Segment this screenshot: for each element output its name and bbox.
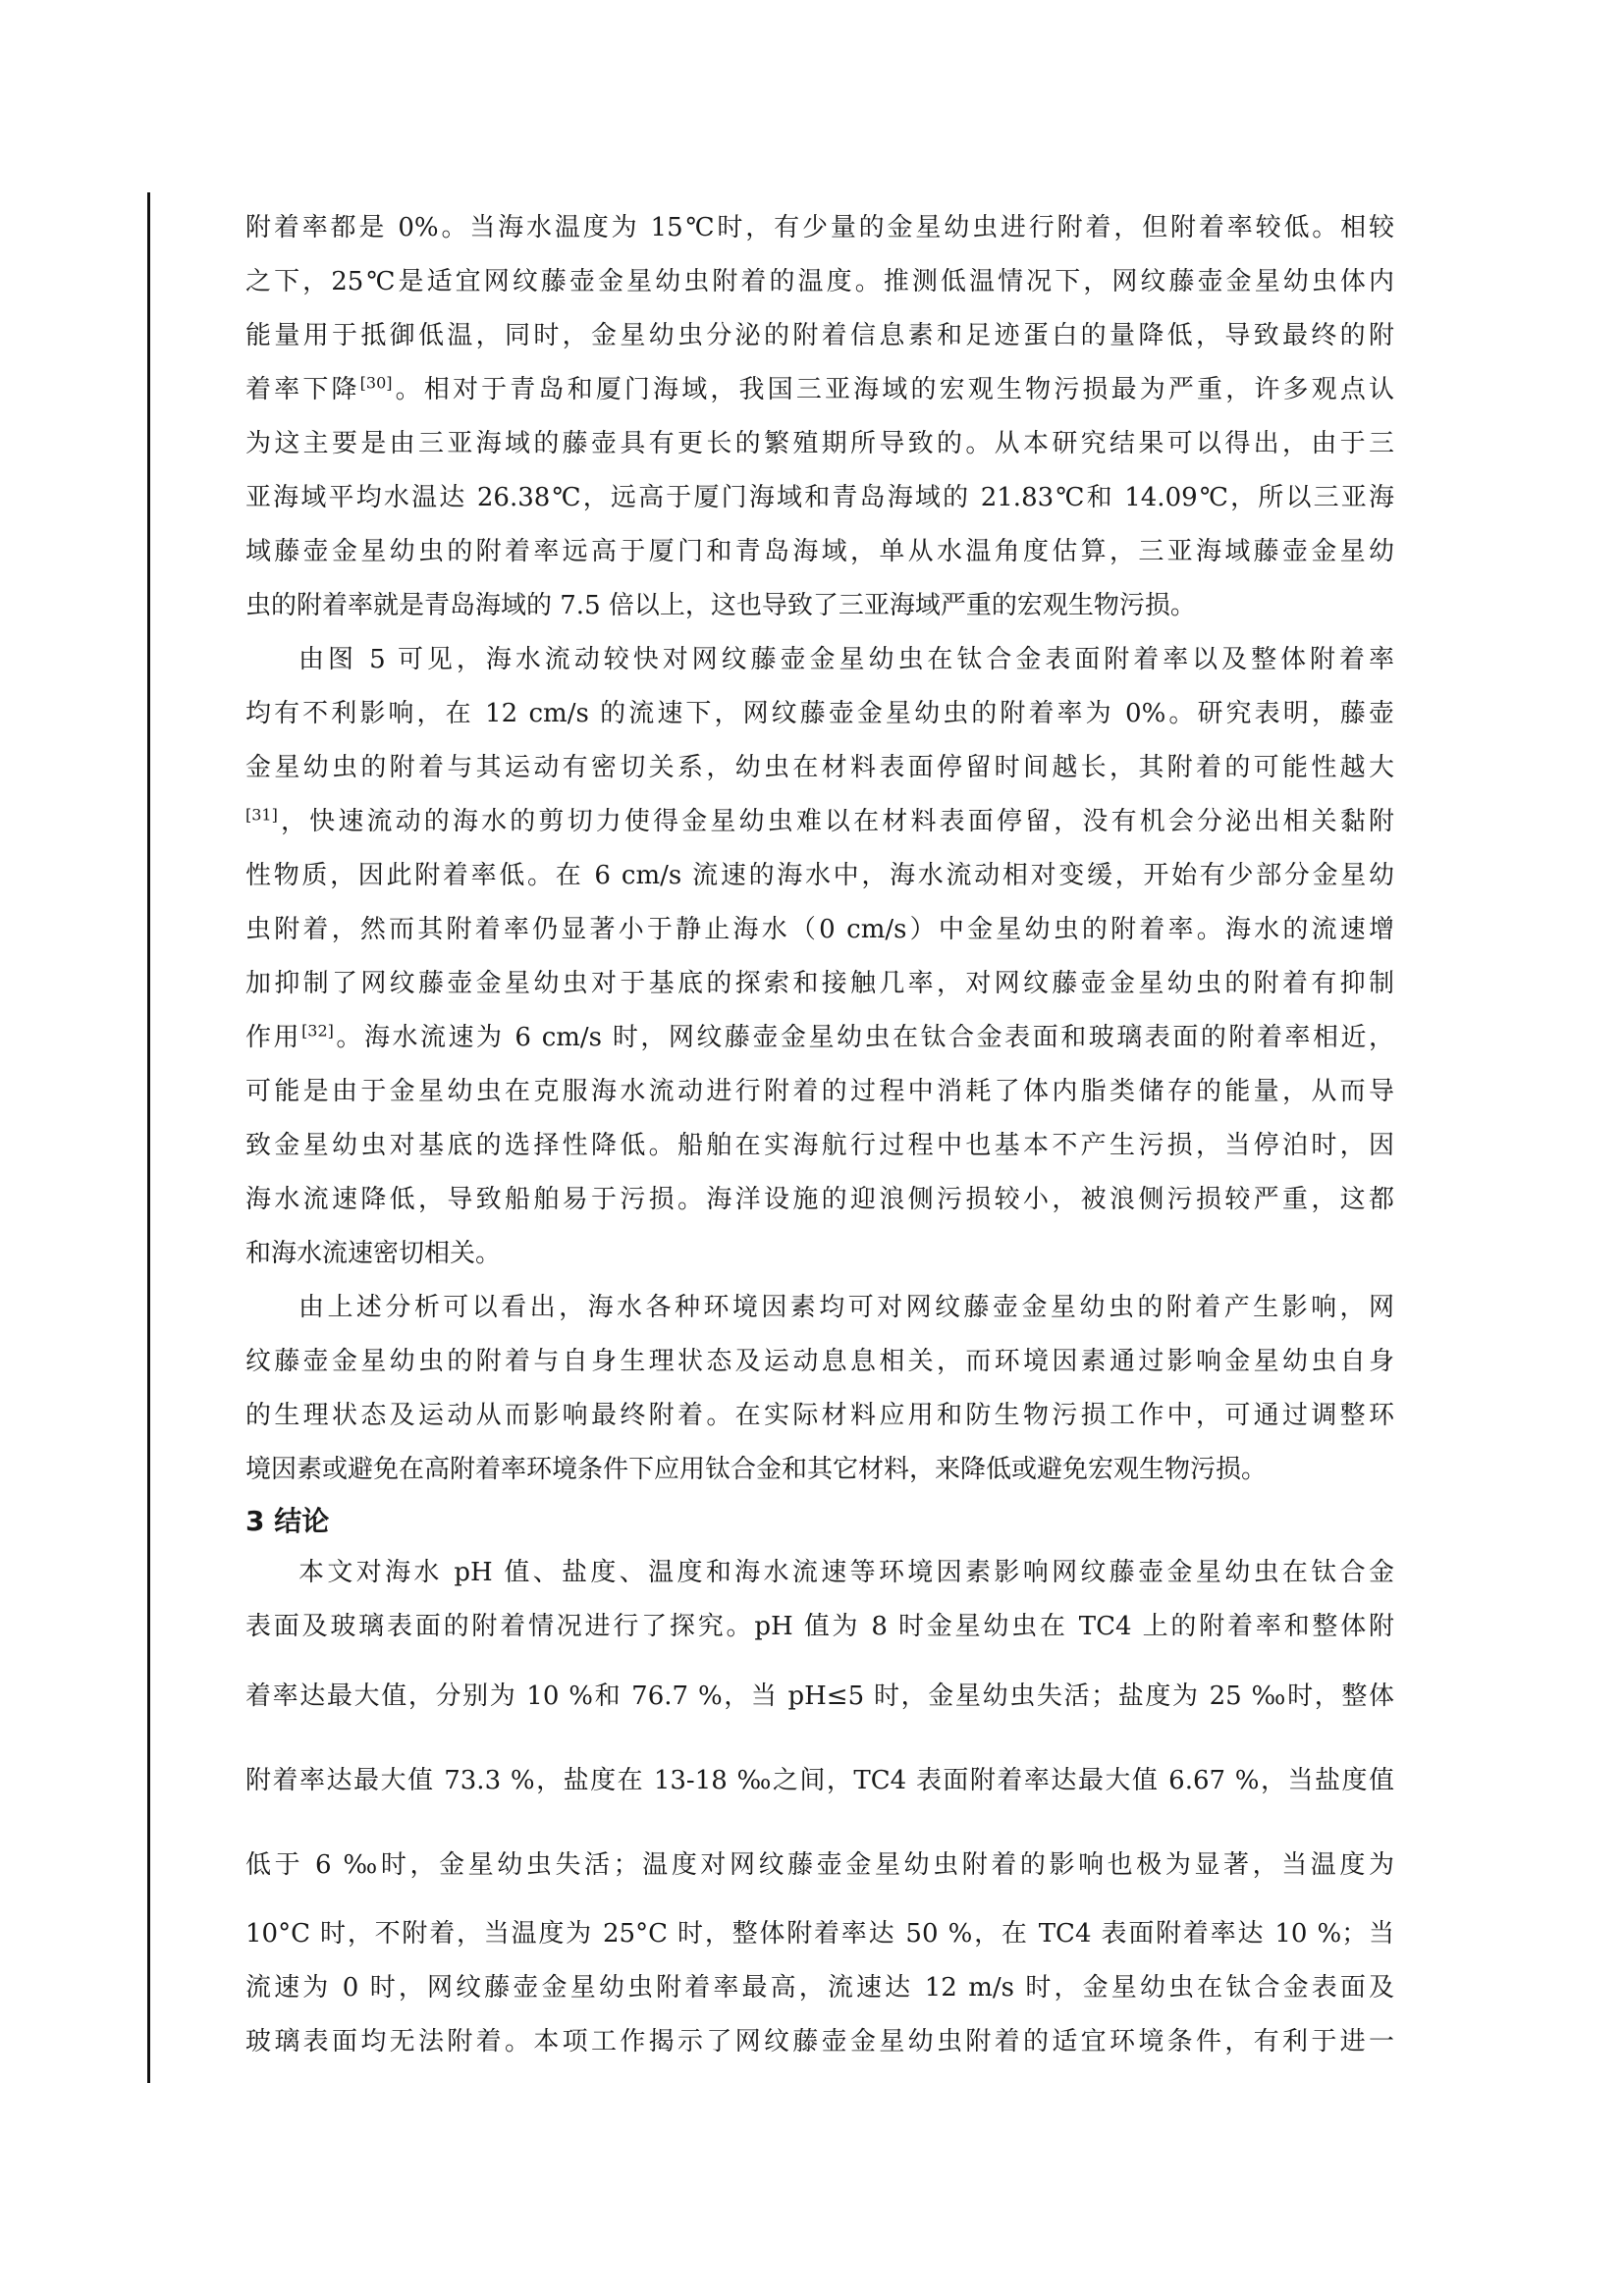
text-line: 流速为 0 时，网纹藤壶金星幼虫附着率最高，流速达 12 m/s 时，金星幼虫在钛合金表面及: [245, 1973, 1394, 2002]
page-content: [245, 201, 1394, 2069]
text-line: 本文对海水 pH 值、盐度、温度和海水流速等环境因素影响网纹藤壶金星幼虫在钛合金: [298, 1558, 1394, 1587]
text-line: 域藤壶金星幼虫的附着率远高于厦门和青岛海域，单从水温角度估算，三亚海域藤壶金星幼: [245, 537, 1394, 566]
text-line: 为这主要是由三亚海域的藤壶具有更长的繁殖期所导致的。从本研究结果可以得出，由于三: [245, 429, 1394, 458]
text-line: 由上述分析可以看出，海水各种环境因素均可对网纹藤壶金星幼虫的附着产生影响，网: [298, 1293, 1394, 1322]
text-line: 能量用于抵御低温，同时，金星幼虫分泌的附着信息素和足迹蛋白的量降低，导致最终的附: [245, 321, 1394, 350]
text-line: 附着率都是 0%。当海水温度为 15℃时，有少量的金星幼虫进行附着，但附着率较低。相较: [245, 213, 1394, 242]
text-line: [245, 795, 1394, 849]
text-line: 海水流速降低，导致船舶易于污损。海洋设施的迎浪侧污损较小，被浪侧污损较严重，这都: [245, 1185, 1394, 1214]
citation-ref: [31]: [245, 805, 278, 825]
text-line: 性物质，因此附着率低。在 6 cm/s 流速的海水中，海水流动相对变缓，开始有少部分金星幼: [245, 861, 1394, 890]
text-run: 。海水流速为 6 cm/s 时，网纹藤壶金星幼虫在钛合金表面和玻璃表面的附着率相近，: [333, 1023, 1394, 1052]
text-line: [245, 1011, 1394, 1065]
margin-rule: [147, 192, 150, 2083]
text-line: 和海水流速密切相关。: [245, 1239, 502, 1268]
text-line: 虫的附着率就是青岛海域的 7.5 倍以上，这也导致了三亚海域严重的宏观生物污损。: [245, 591, 1196, 620]
text-line: 致金星幼虫对基底的选择性降低。船舶在实海航行过程中也基本不产生污损，当停泊时，因: [245, 1131, 1394, 1160]
text-line: 玻璃表面均无法附着。本项工作揭示了网纹藤壶金星幼虫附着的适宜环境条件，有利于进一: [245, 2027, 1394, 2056]
text-line: 附着率达最大值 73.3 %，盐度在 13-18 ‰之间，TC4 表面附着率达最大值 6.67 %，当盐度值: [245, 1766, 1394, 1795]
paragraph: [245, 1546, 1394, 2069]
text-line: 着率达最大值，分别为 10 %和 76.7 %，当 pH≤5 时，金星幼虫失活；盐度为 25 ‰时，整体: [245, 1682, 1394, 1711]
text-line: 虫附着，然而其附着率仍显著小于静止海水（0 cm/s）中金星幼虫的附着率。海水的流速增: [245, 915, 1394, 944]
text-line: 纹藤壶金星幼虫的附着与自身生理状态及运动息息相关，而环境因素通过影响金星幼虫自身: [245, 1347, 1394, 1376]
text-line: 10°C 时，不附着，当温度为 25°C 时，整体附着率达 50 %，在 TC4 表面附着率达 10 %；当: [245, 1919, 1394, 1949]
text-line: 低于 6 ‰时，金星幼虫失活；温度对网纹藤壶金星幼虫附着的影响也极为显著，当温度为: [245, 1850, 1394, 1880]
text-line: [245, 363, 1394, 417]
paragraph: [245, 201, 1394, 633]
text-line: 加抑制了网纹藤壶金星幼虫对于基底的探索和接触几率，对网纹藤壶金星幼虫的附着有抑制: [245, 969, 1394, 998]
text-line: 之下，25℃是适宜网纹藤壶金星幼虫附着的温度。推测低温情况下，网纹藤壶金星幼虫体内: [245, 267, 1394, 296]
text-line: 亚海域平均水温达 26.38℃，远高于厦门海域和青岛海域的 21.83℃和 14.09℃，所以三亚海: [245, 483, 1394, 512]
text-run: 。相对于青岛和厦门海域，我国三亚海域的宏观生物污损最为严重，许多观点认: [392, 375, 1394, 404]
text-run: 作用: [245, 1023, 302, 1052]
text-line: 的生理状态及运动从而影响最终附着。在实际材料应用和防生物污损工作中，可通过调整环: [245, 1401, 1394, 1430]
paragraph: [245, 633, 1394, 1281]
text-line: 金星幼虫的附着与其运动有密切关系，幼虫在材料表面停留时间越长，其附着的可能性越大: [245, 753, 1394, 782]
citation-ref: [30]: [359, 373, 393, 393]
text-line: 均有不利影响，在 12 cm/s 的流速下，网纹藤壶金星幼虫的附着率为 0%。研究表明，藤壶: [245, 699, 1394, 728]
text-run: 着率下降: [245, 375, 360, 404]
paragraph: [245, 1281, 1394, 1497]
text-line: 由图 5 可见，海水流动较快对网纹藤壶金星幼虫在钛合金表面附着率以及整体附着率: [298, 645, 1394, 674]
section-heading: 3 结论: [245, 1505, 330, 1537]
text-line: 可能是由于金星幼虫在克服海水流动进行附着的过程中消耗了体内脂类储存的能量，从而导: [245, 1077, 1394, 1106]
citation-ref: [32]: [301, 1021, 334, 1041]
text-run: ，快速流动的海水的剪切力使得金星幼虫难以在材料表面停留，没有机会分泌出相关黏附: [277, 807, 1394, 836]
text-line: 表面及玻璃表面的附着情况进行了探究。pH 值为 8 时金星幼虫在 TC4 上的附着率和整体附: [245, 1612, 1394, 1641]
text-line: 境因素或避免在高附着率环境条件下应用钛合金和其它材料，来降低或避免宏观生物污损。: [245, 1455, 1268, 1484]
